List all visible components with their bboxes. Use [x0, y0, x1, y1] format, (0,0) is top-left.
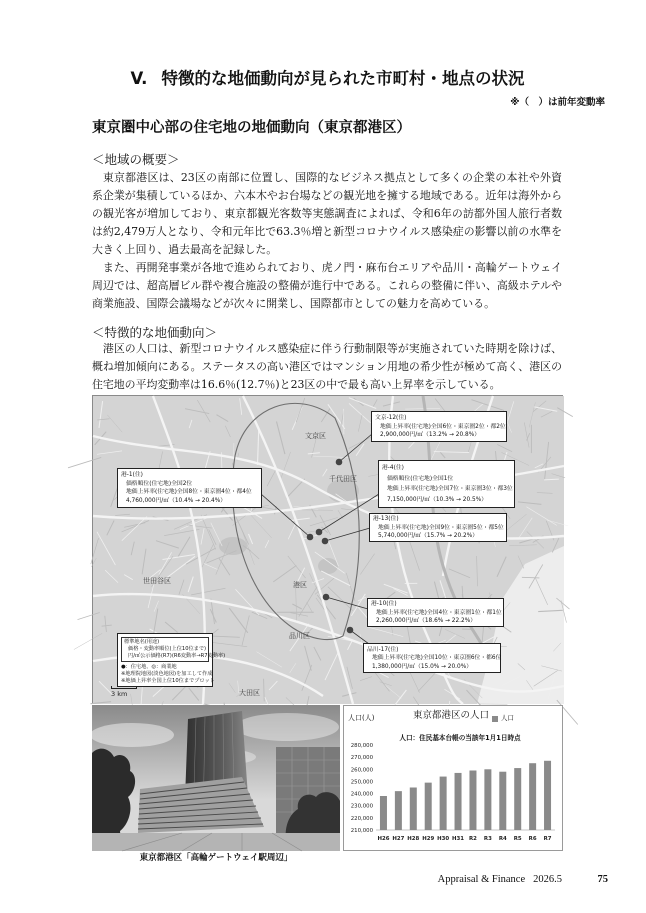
x-tick-label: H28 — [407, 836, 420, 842]
chapter-number: V. — [130, 69, 148, 88]
overview-body — [92, 169, 562, 315]
photo-cloud — [90, 723, 174, 747]
marker-minato-4 — [316, 529, 323, 536]
y-tick-label: 280,000 — [350, 743, 373, 749]
bar-R3 — [484, 769, 491, 830]
bar-H26 — [380, 796, 387, 830]
bar-R5 — [514, 768, 521, 830]
callout-price: 2,900,000円/㎡（13.2% → 20.8%） — [380, 432, 481, 439]
x-tick-label: H26 — [377, 836, 390, 842]
bar-H31 — [455, 773, 462, 830]
y-tick-label: 240,000 — [350, 791, 373, 798]
bar-H29 — [425, 783, 432, 830]
marker-minato-10 — [323, 594, 330, 601]
callout-price-rank: 価格順位(住宅地)全国2位 — [126, 480, 193, 487]
minor-street — [264, 679, 265, 702]
x-tick-label: R3 — [483, 836, 492, 842]
map-label-minato: 港区 — [293, 581, 307, 589]
callout-minato-13 — [369, 513, 507, 542]
y-tick-label: 260,000 — [350, 767, 373, 774]
bar-R6 — [529, 763, 536, 830]
callout-point-name: 港-13(住) — [373, 516, 399, 523]
photo-cloud — [235, 713, 339, 741]
x-tick-label: R7 — [543, 836, 552, 842]
bar-H28 — [410, 788, 417, 831]
callout-point-name: 文京-12(住) — [375, 414, 407, 421]
callout-point-name: 港-10(住) — [371, 601, 397, 608]
trend-paragraph-1: 港区の人口は、新型コロナウイルス感染症に伴う行動制限等が実施されていた時期を除けば、概ね増加傾向にある。ステータスの高い港区ではマンション用地の希少性が極めて高く、港区の住宅地の平均変動率は16.6％(12.7％)と23区の中で最も高い上昇率を示している。 — [92, 342, 562, 391]
photo-caption: 東京都港区「高輪ゲートウェイ駅周辺」 — [139, 853, 293, 863]
map-label-bunkyo: 文京区 — [305, 432, 326, 440]
chart-note: 人口：住民基本台帳の当該年1月1日時点 — [380, 732, 540, 744]
footer-journal — [380, 873, 562, 887]
legend-note: ●：住宅地、◎：商業地 — [121, 664, 177, 670]
callout-price: 1,380,000円/㎡（15.0% → 20.0%） — [372, 663, 473, 670]
callout-point-name: 港-4(住) — [382, 465, 404, 472]
callout-rank: 地価上昇率(住宅地)全国10位・東京圏6位・都6位 — [372, 655, 502, 661]
x-tick-label: R4 — [498, 836, 507, 842]
land-price-map — [92, 395, 563, 703]
callout-bunkyo-12 — [371, 411, 507, 442]
chapter-title — [92, 68, 563, 92]
trend-heading: ＜特徴的な地価動向＞ — [92, 325, 218, 340]
callout-minato-4 — [378, 460, 515, 508]
callout-price: 7,150,000円/㎡（10.3% → 20.5%） — [387, 496, 488, 503]
scale-label: 3 km — [111, 690, 128, 698]
legend-sample-line: 標準地名(用途) — [124, 639, 160, 645]
bar-R2 — [469, 771, 476, 831]
y-tick-label: 230,000 — [350, 803, 373, 810]
y-tick-label: 250,000 — [350, 779, 373, 786]
bar-R7 — [544, 761, 551, 830]
marker-bunkyo-12 — [336, 459, 343, 466]
overview-paragraph-1: 東京都港区は、23区の南部に位置し、国際的なビジネス拠点として多くの企業の本社や外資系企業が集積しているほか、六本木やお台場などの観光地を擁する地域である。近年は海外からの観光客が増加しており、東京都観光客数等実態調査によれば、令和6年の訪都外国人旅行者数は約2,479万人となり、令和元年比で63.3％増と新型コロナウイルス感染症の影響以前の水準を大きく上回り、過去最高を記録した。 — [92, 171, 562, 256]
overview-heading: ＜地域の概要＞ — [92, 152, 180, 167]
callout-rank: 地価上昇率(住宅地)全国6位・東京圏2位・都2位 — [380, 423, 506, 430]
y-tick-label: 210,000 — [350, 828, 373, 834]
bar-H27 — [395, 791, 402, 830]
x-tick-label: R2 — [469, 836, 477, 842]
y-tick-label: 270,000 — [350, 755, 373, 762]
population-chart — [343, 705, 563, 851]
x-tick-label: H30 — [437, 836, 450, 842]
chart-title: 東京都港区の人口 — [412, 710, 489, 721]
callout-rank: 地価上昇率(住宅地)全国8位・東京圏4位・都4位 — [126, 489, 252, 496]
bar-H30 — [440, 777, 447, 830]
minor-street — [522, 577, 540, 578]
callout-price: 5,740,000円/㎡（15.7% → 20.2%） — [378, 532, 479, 539]
callout-rank: 地価上昇率(住宅地)全国4位・東京圏1位・都1位 — [376, 609, 502, 616]
marker-minato-13 — [322, 538, 329, 545]
page-number: 75 — [597, 874, 608, 885]
callout-rank: 地価上昇率(住宅地)全国9位・東京圏5位・都5位 — [378, 524, 504, 531]
chart-legend-swatch — [492, 716, 498, 722]
footer-journal-name: Appraisal & Finance — [437, 874, 526, 885]
x-tick-label: R6 — [528, 836, 537, 842]
callout-price: 2,260,000円/㎡（18.6% → 22.2%） — [376, 617, 477, 624]
map-label-shinagawa: 品川区 — [289, 632, 310, 640]
chart-y-axis-label: 人口(人) — [348, 714, 375, 722]
photo-illustration — [92, 705, 340, 851]
legend-sample-line: 円/㎡公示価格(R7)(R6変動率→R7変動率) — [128, 653, 226, 659]
map-label-ota: 大田区 — [239, 689, 260, 697]
photo-plaza — [92, 833, 340, 851]
callout-price: 4,760,000円/㎡（10.4% → 20.4%） — [126, 498, 227, 505]
trend-body — [92, 340, 562, 394]
y-tick-label: 220,000 — [350, 815, 373, 822]
legend-note: ※地理院地図(淡色地図)を加工して作成 — [121, 671, 213, 677]
rate-note: ※（ ）は前年変動率 — [510, 97, 605, 108]
section-heading: 東京圏中心部の住宅地の地価動向（東京都港区） — [92, 120, 411, 136]
map-label-chiyoda: 千代田区 — [329, 475, 357, 483]
legend-note: ※地価上昇率全国上位10位までプロット — [121, 678, 215, 684]
map-label-setagaya: 世田谷区 — [143, 577, 171, 585]
callout-price-rank: 価格順位(住宅地)全国1位 — [387, 475, 454, 482]
map-legend — [117, 633, 226, 687]
callout-point-name: 港-1(住) — [121, 471, 143, 478]
x-tick-label: R5 — [513, 836, 522, 842]
callout-point-name: 品川-17(住) — [367, 646, 399, 653]
callout-shinagawa-17 — [363, 643, 501, 673]
legend-sample-box — [121, 637, 226, 662]
x-tick-label: H31 — [452, 836, 465, 842]
bar-R4 — [499, 772, 506, 830]
marker-shinagawa-17 — [347, 627, 354, 634]
x-tick-label: H29 — [422, 836, 435, 842]
station-area-photo — [92, 705, 340, 851]
callout-minato-1 — [117, 468, 262, 508]
chapter-title-text: 特徴的な地価動向が見られた市町村・地点の状況 — [161, 69, 525, 88]
overview-paragraph-2: また、再開発事業が各地で進められており、虎ノ門・麻布台エリアや品川・高輪ゲートウェイ周辺では、超高層ビル群や複合施設の整備が進行中である。これらの整備に伴い、高級ホテルや商業施設、国際会議場などが次々に開業し、国際都市としての魅力を高めている。 — [92, 261, 562, 310]
map-scale — [111, 686, 137, 698]
callout-minato-10 — [367, 598, 504, 627]
chart-legend-label: 人口 — [501, 714, 514, 722]
marker-minato-1 — [307, 534, 314, 541]
footer-issue: 2026.5 — [533, 874, 562, 885]
x-tick-label: H27 — [392, 836, 405, 842]
scale-bar — [111, 686, 137, 689]
callout-rank: 地価上昇率(住宅地)全国7位・東京圏3位・都3位 — [387, 486, 513, 493]
legend-sample-line: 価格・変動率順位(上位10位まで) — [128, 646, 207, 652]
chart-plot — [344, 706, 562, 850]
